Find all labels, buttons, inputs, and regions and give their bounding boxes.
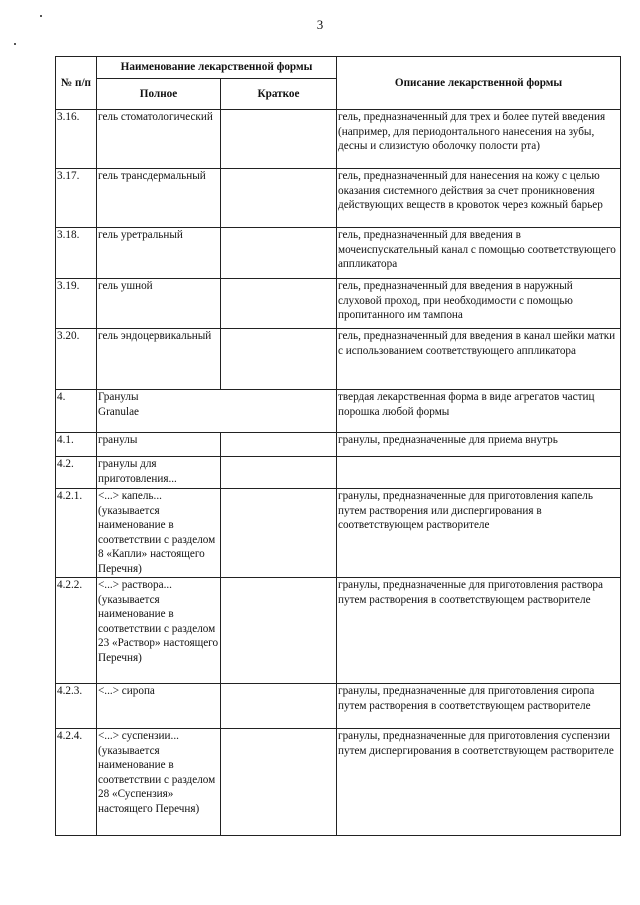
row-short-name bbox=[221, 457, 337, 489]
row-description: гранулы, предназначенные для приема внутрь bbox=[337, 433, 621, 457]
row-number: 4. bbox=[56, 390, 97, 433]
row-description: гранулы, предназначенные для приготовления раствора путем растворения в соответствующем растворителе bbox=[337, 578, 621, 684]
row-description: гель, предназначенный для нанесения на кожу с целью оказания системного действия за счет проникновения действующих веществ в кровоток через кожный барьер bbox=[337, 169, 621, 228]
row-full-name: гель уретральный bbox=[97, 228, 221, 279]
row-full-name: гранулы bbox=[97, 433, 221, 457]
row-number: 3.16. bbox=[56, 110, 97, 169]
row-description: гель, предназначенный для введения в наружный слуховой проход, при необходимости с помощью пропитанного им тампона bbox=[337, 279, 621, 329]
row-number: 4.2.3. bbox=[56, 684, 97, 729]
table-row bbox=[56, 110, 621, 169]
header-full: Полное bbox=[97, 79, 221, 110]
row-description: гель, предназначенный для введения в мочеиспускательный канал с помощью соответствующего аппликатора bbox=[337, 228, 621, 279]
page-number: 3 bbox=[316, 17, 324, 32]
row-full-name: гранулы для приготовления... bbox=[97, 457, 221, 489]
row-short-name bbox=[221, 279, 337, 329]
row-short-name bbox=[221, 329, 337, 390]
row-description: твердая лекарственная форма в виде агрегатов частиц порошка любой формы bbox=[337, 390, 621, 433]
row-number: 3.18. bbox=[56, 228, 97, 279]
row-description bbox=[337, 457, 621, 489]
table-row bbox=[56, 578, 621, 684]
row-full-name: <...> суспензии... (указывается наименование в соответствии с разделом 28 «Суспензия» настоящего Перечня) bbox=[97, 729, 221, 836]
row-short-name bbox=[221, 433, 337, 457]
row-number: 4.2.1. bbox=[56, 489, 97, 578]
table-row bbox=[56, 329, 621, 390]
header-number: № п/п bbox=[56, 57, 97, 110]
table-row-group bbox=[56, 390, 621, 433]
table-row bbox=[56, 169, 621, 228]
scan-speck bbox=[14, 43, 16, 45]
row-short-name bbox=[221, 228, 337, 279]
group-title-cell bbox=[97, 390, 337, 433]
row-description: гранулы, предназначенные для приготовления сиропа путем растворения в соответствующем растворителе bbox=[337, 684, 621, 729]
row-number: 4.1. bbox=[56, 433, 97, 457]
header-name-group: Наименование лекарственной формы bbox=[97, 57, 337, 79]
row-short-name bbox=[221, 684, 337, 729]
group-title: Гранулы bbox=[98, 391, 139, 403]
row-short-name bbox=[221, 489, 337, 578]
row-number: 4.2.4. bbox=[56, 729, 97, 836]
header-description: Описание лекарственной формы bbox=[337, 57, 621, 110]
row-short-name bbox=[221, 729, 337, 836]
table-row bbox=[56, 279, 621, 329]
row-full-name: гель трансдермальный bbox=[97, 169, 221, 228]
row-short-name bbox=[221, 110, 337, 169]
row-full-name: гель эндоцервикальный bbox=[97, 329, 221, 390]
row-short-name bbox=[221, 578, 337, 684]
row-description: гель, предназначенный для введения в канал шейки матки с использованием соответствующего аппликатора bbox=[337, 329, 621, 390]
row-description: гранулы, предназначенные для приготовления капель путем растворения или диспергирования в соответствующем растворителе bbox=[337, 489, 621, 578]
table-row bbox=[56, 228, 621, 279]
table-row bbox=[56, 489, 621, 578]
row-full-name: <...> раствора... (указывается наименование в соответствии с разделом 23 «Раствор» настоящего Перечня) bbox=[97, 578, 221, 684]
table-row bbox=[56, 433, 621, 457]
row-full-name: гель ушной bbox=[97, 279, 221, 329]
row-number: 4.2. bbox=[56, 457, 97, 489]
table-row bbox=[56, 457, 621, 489]
row-number: 3.20. bbox=[56, 329, 97, 390]
dosage-forms-table bbox=[55, 56, 621, 836]
group-latin-title: Granulae bbox=[98, 405, 139, 418]
row-full-name: гель стоматологический bbox=[97, 110, 221, 169]
header-short: Краткое bbox=[221, 79, 337, 110]
row-number: 3.17. bbox=[56, 169, 97, 228]
row-full-name: <...> капель... (указывается наименование в соответствии с разделом 8 «Капли» настоящего Перечня) bbox=[97, 489, 221, 578]
row-number: 3.19. bbox=[56, 279, 97, 329]
row-description: гель, предназначенный для трех и более путей введения (например, для периодонтального нанесения на зубы, десны и слизистую оболочку полости рта) bbox=[337, 110, 621, 169]
row-number: 4.2.2. bbox=[56, 578, 97, 684]
table-row bbox=[56, 729, 621, 836]
row-full-name: <...> сиропа bbox=[97, 684, 221, 729]
row-short-name bbox=[221, 169, 337, 228]
row-description: гранулы, предназначенные для приготовления суспензии путем диспергирования в соответствующем растворителе bbox=[337, 729, 621, 836]
table-row bbox=[56, 684, 621, 729]
